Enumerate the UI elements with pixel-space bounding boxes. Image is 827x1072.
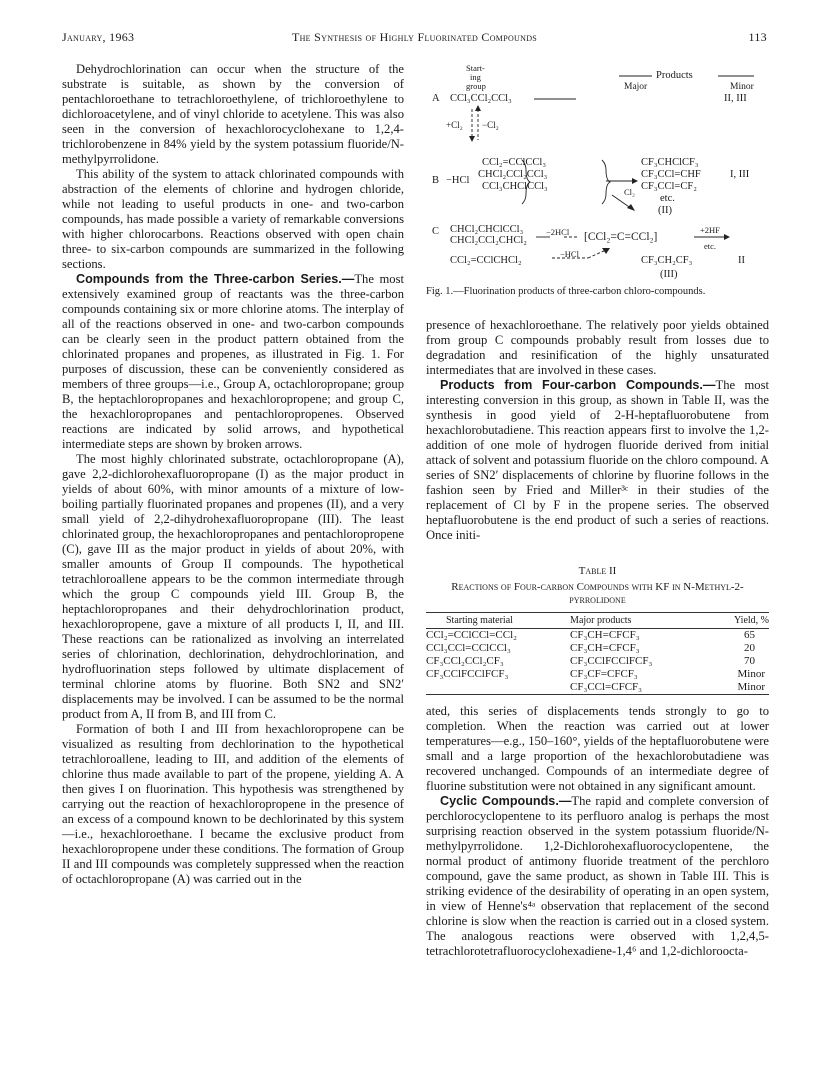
fig-minor-products: II, III [724, 93, 747, 104]
fig-start-label: group [466, 81, 486, 91]
table-2 [426, 612, 769, 695]
fig-group-b: B [432, 175, 440, 186]
page-number: 113 [748, 30, 767, 44]
fig-2hf: +2HF [700, 225, 720, 235]
fig-formula: CCl₃CCl₂CCl₃ [450, 93, 512, 104]
fig-major-label: Major [624, 82, 648, 92]
section-heading: Cyclic Compounds.— [440, 794, 572, 808]
fig-formula: CHCl₂CCl₂CCl₃ [478, 169, 548, 180]
fig-product: CF₃CH₂CF₃ [641, 255, 693, 266]
fig-group-c: C [432, 226, 440, 237]
fig-ii: (II) [658, 205, 672, 216]
right-column-lower [426, 704, 769, 959]
paragraph: Products from Four-carbon Compounds.—The most interesting conversion in this group, as shown in Table II, was the synthesis in good yield of 2-H-heptafluorobutene from hexachlorobutadiene. This reaction appears first to involve the 1,2-addition of one mole of hydrogen fluoride derived from initial attack of solvent and potassium fluoride on the chloro compound. A series of SN2′ displacements of chlorine by fluorine follows in the fashion seen by Fried and Miller³ᶜ in their studies of the replacement of Cl by F in the propene series. The observed heptafluorobutene is the end product of such a series of reactions. Once initi- [426, 378, 769, 542]
table-row [426, 629, 769, 643]
fig-cl2-add: +Cl₂ [446, 120, 463, 130]
table-cell: CF₃CH=CFCF₃ [570, 642, 640, 654]
paragraph: presence of hexachloroethane. The relatively poor yields obtained from group C compounds probably result from losses due to degradation and resinification of the highly unsaturated intermediates that are involved in these cases. [426, 318, 769, 377]
column-header: Yield, % [700, 613, 769, 629]
section-heading: Compounds from the Three-carbon Series.— [76, 272, 355, 286]
section-heading: Products from Four-carbon Compounds.— [440, 378, 716, 392]
header-date: January, 1963 [62, 30, 135, 44]
fig-formula: CHCl₂CHClCCl₃ [450, 224, 524, 235]
fig-minor-label: Minor [730, 82, 754, 92]
fig-2hcl: −2HCl [546, 227, 570, 237]
table-cell: Minor [737, 668, 765, 680]
table-cell: 70 [744, 655, 755, 667]
running-header [62, 30, 767, 46]
table-cell: CCl₃CCl=CClCCl₃ [426, 642, 511, 654]
table-subtitle: Reactions of Four-carbon Compounds with KF in N-Methyl-2-pyrrolidone [451, 581, 744, 606]
fig-minor-products: I, III [730, 169, 750, 180]
figure-1 [426, 62, 769, 307]
table-cell: 20 [744, 642, 755, 654]
table-cell: CF₃CH=CFCF₃ [570, 629, 640, 641]
table-header-row [426, 613, 769, 629]
table-row [426, 655, 769, 668]
left-column [62, 62, 404, 887]
right-column-upper [426, 318, 769, 543]
column-header: Major products [570, 613, 700, 629]
fig-start-label: ing [470, 72, 481, 82]
fig-start-label: Start- [466, 63, 485, 73]
table-title: Table II [578, 565, 617, 577]
column-header: Starting material [426, 613, 570, 629]
paragraph: This ability of the system to attack chlorinated compounds with abstraction of the elements of chlorine and hydrogen chloride, while not leading to useful products in one- and two-carbon compounds, has made possible a variety of remarkable conversions with higher chlorocarbons. Reactions observed with open chain three- to six-carbon compounds are summarized in the following sections. [62, 167, 404, 271]
fig-iii: (III) [660, 269, 678, 280]
fig-etc: etc. [660, 193, 675, 204]
table-cell: CF₃CClFCClFCF₃ [426, 668, 509, 680]
table-cell: CF₃CF=CFCF₃ [570, 668, 638, 680]
fig-product: CF₃CHClCF₃ [641, 157, 699, 168]
fig-hcl: −HCl [560, 249, 579, 259]
fig-formula: CCl₂=CClCCl₃ [482, 157, 547, 168]
fig-formula: CCl₃CHClCCl₃ [482, 181, 548, 192]
paragraph: The most highly chlorinated substrate, octachloropropane (A), gave 2,2-dichlorohexafluoropropane (I) as the major product in yields of about 60%, with minor amounts of a mixture of low-boiling partially fluorinated propanes and propenes (II), and a very small yield of 2,2-dihydrohexafluoropropane (III). The least chlorinated group, the hexachloropropanes and pentachloropropene (C), gave III as the major product in yields of about 20%, with smaller amounts of Group II compounds. The hypothetical tetrachloroallene appears to be the common intermediate through which the group C compounds yield III. Group B, the heptachloropropanes and their dehydrochlorination product, hexachloropropene, gave a mixture of all products I, II, and III. These reactions can be rationalized as involving an interrelated series of chlorination, dechlorination, dehydrochlorination, and hydrofluorination steps followed by ultimate displacement of terminal chlorine atoms by fluorine. Both SN2 and SN2′ displacements may be involved. I can be assumed to be the normal product from A, II from B, and III from C. [62, 452, 404, 721]
fig-etc: etc. [704, 241, 717, 251]
fig-minor-products: II [738, 255, 745, 266]
fig-products-label: Products [656, 70, 693, 81]
figure-caption: Fig. 1.—Fluorination products of three-carbon chloro-compounds. [426, 286, 706, 297]
table-cell: Minor [700, 681, 769, 695]
fig-formula: CCl₂=CClCHCl₂ [450, 255, 522, 266]
fig-cl2: Cl₂ [624, 187, 635, 197]
table-cell: 65 [744, 629, 755, 641]
paragraph: Compounds from the Three-carbon Series.—The most extensively examined group of reactants was the three-carbon compounds containing six or more chlorine atoms. The interplay of all of the reactions observed in one- and two-carbon compounds can be clearly seen in the product pattern obtained from the chlorinated propanes and propenes, as illustrated in Fig. 1. For purposes of discussion, these can be conveniently considered as members of three groups—i.e., Group A, octachloropropane; group B, the heptachloropropanes and hexachloropropene; and group C, the hexachloropropanes and pentachloropropenes. Observed reactions are indicated by solid arrows, and hypothetical intermediate steps are shown by broken arrows. [62, 272, 404, 451]
table-cell: CF₃CCl₂CCl₂CF₃ [426, 655, 504, 667]
paragraph: Dehydrochlorination can occur when the structure of the substrate is suitable, as shown by the conversion of pentachloroethane to tetrachloroethylene, of trichloroethylene to dichloroacetylene, and of vinyl chloride to acetylene. This was also seen in the conversion of hexachlorocyclohexane to 1,2,4-trichlorobenzene in 84% yield by the system potassium fluoride/N-methylpyrrolidone. [62, 62, 404, 166]
header-title: The Synthesis of Highly Fluorinated Compounds [291, 30, 538, 44]
fig-formula: CHCl₂CCl₂CHCl₂ [450, 235, 527, 246]
table-cell: CCl₂=CClCCl=CCl₂ [426, 629, 517, 641]
fig-hcl: −HCl [446, 175, 470, 186]
fig-product: CF₃CCl=CHF [641, 169, 701, 180]
paragraph: Formation of both I and III from hexachloropropene can be visualized as resulting from dechlorination to the hypothetical tetrachloroallene, leading to III, and addition of the elements of chlorine thus made available to part of the propene, yielding A. A then gives I on fluorination. This hypothesis was strengthened by carrying out the reaction of hexachloropropene in the presence of an excess of a compound known to be dechlorinated by this system—i.e., hexachloroethane. I became the exclusive product from hexachloropropene under these conditions. The formation of Group II and III compounds was completely suppressed when the reaction of octachloropropane (A) was carried out in the [62, 722, 404, 886]
paragraph: ated, this series of displacements tends strongly to go to completion. When the reaction was carried out at lower temperatures—e.g., 150–160°, yields of the heptafluorobutene were small and a large proportion of the hexachlorobutadiene was recovered unchanged. Compounds of an intermediate degree of fluorine substitution were not obtained in any significant amount. [426, 704, 769, 793]
table-row [426, 642, 769, 655]
table-cell [426, 681, 570, 695]
table-row [426, 681, 769, 695]
fig-product: CF₃CCl=CF₂ [641, 181, 697, 192]
table-row [426, 668, 769, 681]
fig-group-a: A [432, 93, 440, 104]
fig-allene: [CCl₂=C=CCl₂] [584, 231, 658, 243]
fig-cl2-remove: −Cl₂ [482, 120, 499, 130]
paragraph: Cyclic Compounds.—The rapid and complete conversion of perchlorocyclopentene to its perfluoro analog is perhaps the most surprising reaction observed in the system potassium fluoride/N-methylpyrrolidone. 1,2-Dichlorohexafluorocyclopentene, the normal product of antimony fluoride treatment of the perchloro compound, gave the same product, as shown in Table III. This is striking evidence of the desirability of operating in an open system, in view of Henne's⁴ᵃ observation that replacement of the second chlorine is slow when the reaction is carried out in a closed system. The analogous reactions were observed with 1,2,4,5-tetrachlorotetrafluorocyclohexadiene-1,4⁶ and 1,2-dichloroocta- [426, 794, 769, 958]
table-cell: CF₃CCl=CFCF₃ [570, 681, 700, 695]
table-cell: CF₃CClFCClFCF₃ [570, 655, 653, 667]
